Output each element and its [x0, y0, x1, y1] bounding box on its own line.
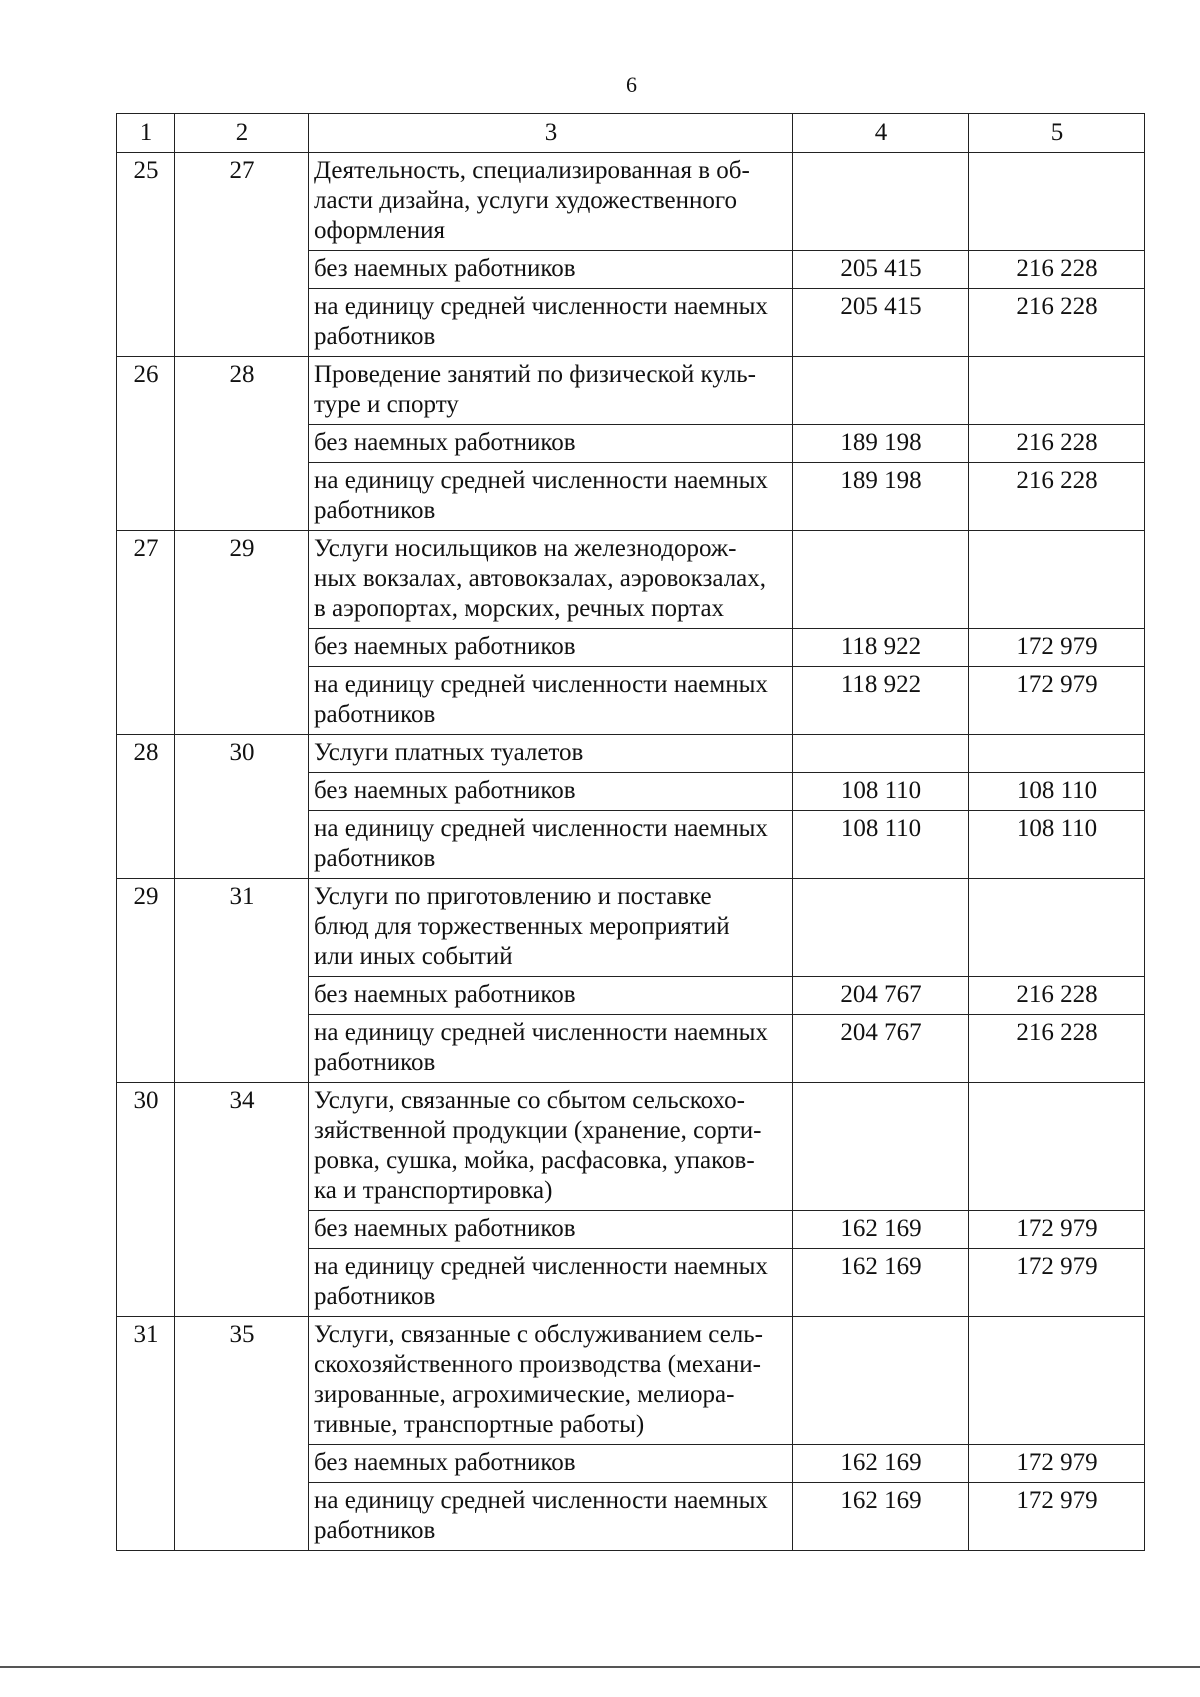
- row-number: 26: [117, 357, 175, 531]
- value-col-4: 189 198: [793, 425, 969, 463]
- activity-code: 30: [175, 735, 309, 879]
- header-col-1: 1: [117, 114, 175, 153]
- empty-cell: [969, 1317, 1145, 1445]
- empty-cell: [793, 735, 969, 773]
- group-title-row: [117, 879, 1145, 977]
- value-col-4: 162 169: [793, 1445, 969, 1483]
- value-col-5: 172 979: [969, 667, 1145, 735]
- row-label: без наемных работников: [309, 773, 793, 811]
- row-label: на единицу средней численности наемных работников: [309, 289, 793, 357]
- value-col-5: 216 228: [969, 289, 1145, 357]
- row-label: без наемных работников: [309, 1211, 793, 1249]
- value-col-5: 172 979: [969, 1445, 1145, 1483]
- group-title-row: [117, 531, 1145, 629]
- empty-cell: [969, 357, 1145, 425]
- empty-cell: [793, 357, 969, 425]
- empty-cell: [793, 531, 969, 629]
- empty-cell: [793, 879, 969, 977]
- value-col-4: 189 198: [793, 463, 969, 531]
- header-col-2: 2: [175, 114, 309, 153]
- value-col-5: 108 110: [969, 773, 1145, 811]
- value-col-5: 172 979: [969, 1211, 1145, 1249]
- empty-cell: [969, 531, 1145, 629]
- row-label: на единицу средней численности наемных работников: [309, 1483, 793, 1551]
- header-col-5: 5: [969, 114, 1145, 153]
- value-col-4: 118 922: [793, 667, 969, 735]
- value-col-5: 172 979: [969, 1483, 1145, 1551]
- value-col-5: 216 228: [969, 977, 1145, 1015]
- empty-cell: [793, 153, 969, 251]
- row-label: без наемных работников: [309, 251, 793, 289]
- group-title-row: [117, 357, 1145, 425]
- group-title-row: [117, 153, 1145, 251]
- row-number: 28: [117, 735, 175, 879]
- value-col-4: 205 415: [793, 251, 969, 289]
- empty-cell: [969, 735, 1145, 773]
- value-col-4: 204 767: [793, 1015, 969, 1083]
- activity-code: 27: [175, 153, 309, 357]
- activity-code: 31: [175, 879, 309, 1083]
- row-label: без наемных работников: [309, 425, 793, 463]
- activity-title: Услуги, связанные с обслуживанием сель- скохозяйственного производства (механи- зированные, агрохимические, мелиора- тивные, транспортные работы): [309, 1317, 793, 1445]
- page-number: 6: [626, 72, 637, 97]
- activity-title: Услуги по приготовлению и поставке блюд для торжественных мероприятий или иных событий: [309, 879, 793, 977]
- row-label: без наемных работников: [309, 977, 793, 1015]
- rates-table: [116, 113, 1145, 1551]
- value-col-5: 216 228: [969, 251, 1145, 289]
- activity-code: 29: [175, 531, 309, 735]
- activity-title: Проведение занятий по физической куль- туре и спорту: [309, 357, 793, 425]
- value-col-5: 216 228: [969, 463, 1145, 531]
- value-col-5: 108 110: [969, 811, 1145, 879]
- activity-title: Услуги, связанные со сбытом сельскохо- зяйственной продукции (хранение, сорти- ровка, сушка, мойка, расфасовка, упаков- ка и транспортировка): [309, 1083, 793, 1211]
- value-col-4: 162 169: [793, 1211, 969, 1249]
- row-label: на единицу средней численности наемных работников: [309, 811, 793, 879]
- row-label: без наемных работников: [309, 1445, 793, 1483]
- activity-code: 35: [175, 1317, 309, 1551]
- row-label: на единицу средней численности наемных работников: [309, 463, 793, 531]
- value-col-5: 216 228: [969, 425, 1145, 463]
- activity-code: 28: [175, 357, 309, 531]
- value-col-4: 204 767: [793, 977, 969, 1015]
- value-col-4: 108 110: [793, 773, 969, 811]
- group-title-row: [117, 1083, 1145, 1211]
- value-col-4: 162 169: [793, 1249, 969, 1317]
- value-col-5: 172 979: [969, 1249, 1145, 1317]
- bottom-rule: [0, 1666, 1200, 1668]
- row-label: на единицу средней численности наемных работников: [309, 667, 793, 735]
- activity-title: Деятельность, специализированная в об- ласти дизайна, услуги художественного оформления: [309, 153, 793, 251]
- header-col-4: 4: [793, 114, 969, 153]
- activity-code: 34: [175, 1083, 309, 1317]
- empty-cell: [969, 879, 1145, 977]
- header-row: [117, 114, 1145, 153]
- header-col-3: 3: [309, 114, 793, 153]
- empty-cell: [793, 1317, 969, 1445]
- row-label: без наемных работников: [309, 629, 793, 667]
- row-label: на единицу средней численности наемных работников: [309, 1249, 793, 1317]
- group-title-row: [117, 735, 1145, 773]
- group-title-row: [117, 1317, 1145, 1445]
- value-col-4: 162 169: [793, 1483, 969, 1551]
- row-number: 29: [117, 879, 175, 1083]
- row-number: 31: [117, 1317, 175, 1551]
- row-number: 27: [117, 531, 175, 735]
- activity-title: Услуги платных туалетов: [309, 735, 793, 773]
- row-number: 25: [117, 153, 175, 357]
- activity-title: Услуги носильщиков на железнодорож- ных вокзалах, автовокзалах, аэровокзалах, в аэропортах, морских, речных портах: [309, 531, 793, 629]
- row-number: 30: [117, 1083, 175, 1317]
- empty-cell: [969, 1083, 1145, 1211]
- value-col-4: 108 110: [793, 811, 969, 879]
- row-label: на единицу средней численности наемных работников: [309, 1015, 793, 1083]
- empty-cell: [793, 1083, 969, 1211]
- empty-cell: [969, 153, 1145, 251]
- value-col-4: 118 922: [793, 629, 969, 667]
- value-col-4: 205 415: [793, 289, 969, 357]
- value-col-5: 172 979: [969, 629, 1145, 667]
- value-col-5: 216 228: [969, 1015, 1145, 1083]
